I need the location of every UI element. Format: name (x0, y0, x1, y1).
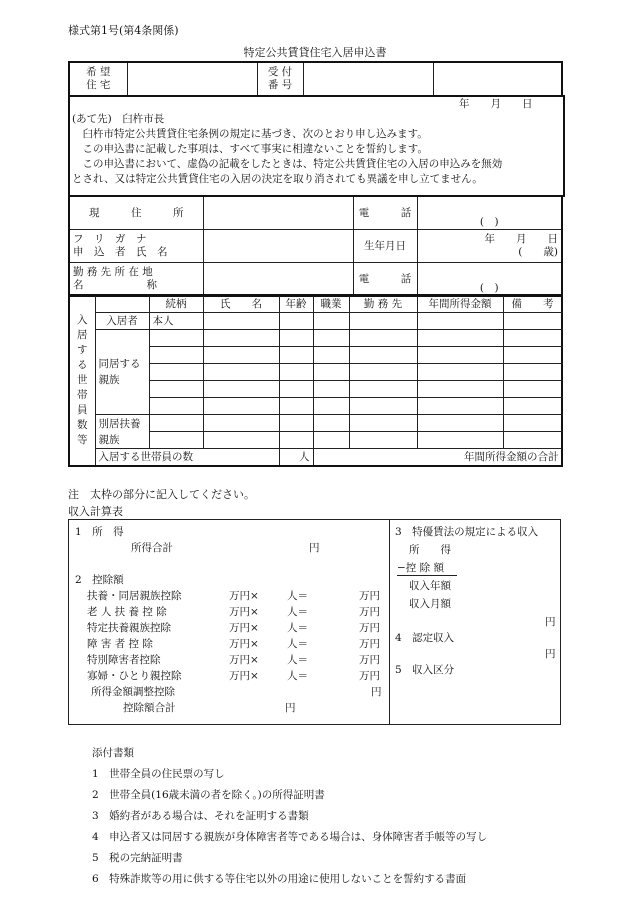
household-count-unit[interactable]: 人 (279, 449, 313, 467)
cell[interactable] (417, 330, 503, 347)
deduct-total: 控除額合計 (123, 702, 176, 714)
cell[interactable] (349, 313, 417, 330)
unit: 万円 (359, 654, 380, 666)
cell[interactable] (279, 381, 313, 398)
attachments-title: 添付書類 (92, 747, 134, 759)
income-total-label: 年間所得金額の合計 (313, 449, 562, 467)
note: 注 太枠の部分に記入してください。 (68, 488, 255, 501)
cell[interactable] (279, 398, 313, 415)
cell[interactable] (203, 330, 279, 347)
deduction-label: 扶養・同居親族控除 (87, 590, 182, 602)
cell[interactable] (349, 398, 417, 415)
deduction-label: 寡婦・ひとり親控除 (87, 670, 182, 682)
declaration-line: この申込書において、虚偽の記載をしたときは、特定公共賃貸住宅の入居の申込みを無効 (72, 158, 503, 170)
work-field[interactable] (203, 263, 353, 297)
name-field[interactable] (203, 230, 353, 263)
deduction-label: 特別障害者控除 (87, 654, 161, 666)
cell[interactable] (503, 347, 562, 364)
unit: 万円× (229, 590, 259, 602)
attachment-item: 6 特殊詐欺等の用に供する等住宅以外の用途に使用しないことを誓約する書面 (92, 873, 467, 885)
cohabit-label: 同居する親族 (95, 330, 149, 415)
resident-label: 入居者 (95, 313, 149, 330)
household-count-label: 入居する世帯員の数 (95, 449, 279, 467)
declaration-line: 臼杵市特定公共賃貸住宅条例の規定に基づき、次のとおり申し込みます。 (72, 128, 428, 140)
header-table (68, 61, 563, 97)
cell[interactable] (349, 330, 417, 347)
declaration-date[interactable]: 年 月 日 (459, 98, 533, 110)
cell[interactable] (417, 415, 503, 432)
cell[interactable] (149, 364, 203, 381)
unit: 万円 (359, 638, 380, 650)
cell[interactable] (417, 347, 503, 364)
cell[interactable] (417, 432, 503, 449)
unit: 万円× (229, 622, 259, 634)
work-phone-label: 電 話 (353, 263, 417, 297)
cell[interactable] (203, 313, 279, 330)
unit: 万円× (229, 654, 259, 666)
yen: 円 (309, 542, 320, 554)
col-header: 氏 名 (203, 295, 279, 313)
birth-field[interactable] (417, 230, 562, 263)
cell[interactable] (503, 364, 562, 381)
cell[interactable] (313, 313, 349, 330)
col-header: 職業 (313, 295, 349, 313)
unit: 人＝ (287, 638, 308, 650)
work-label (69, 263, 203, 297)
income-calc-table (68, 519, 561, 725)
cell[interactable] (503, 398, 562, 415)
cell[interactable] (279, 313, 313, 330)
s3-title: 3 特優賃法の規定による収入 (395, 526, 539, 538)
cell[interactable] (313, 398, 349, 415)
cell[interactable] (417, 398, 503, 415)
cell[interactable] (203, 364, 279, 381)
adjust-label: 所得金額調整控除 (91, 686, 175, 698)
unit: 万円× (229, 670, 259, 682)
work-phone-field[interactable] (417, 263, 562, 297)
cell[interactable] (313, 381, 349, 398)
household-table (68, 294, 563, 467)
name-label (69, 230, 203, 263)
work-phone-paren: ( ) (479, 282, 499, 295)
s3-income: 所 得 (409, 544, 451, 556)
unit: 万円 (359, 670, 380, 682)
cell[interactable] (417, 381, 503, 398)
household-side-label: 入 居 す る 世 帯 員 数 等 (69, 295, 95, 466)
yen: 円 (285, 702, 296, 714)
cell[interactable] (279, 364, 313, 381)
cell[interactable] (279, 330, 313, 347)
cell[interactable] (149, 398, 203, 415)
work-name-label: 名 称 (73, 279, 157, 291)
cell[interactable] (203, 398, 279, 415)
cell[interactable] (503, 313, 562, 330)
s3-deduct: −控 除 額 (397, 560, 457, 576)
cell[interactable] (149, 347, 203, 364)
s5-title: 5 収入区分 (395, 664, 455, 676)
cell[interactable] (203, 415, 279, 432)
resident-relation: 本人 (149, 313, 203, 330)
form-id: 様式第1号(第4条関係) (68, 24, 179, 37)
cell[interactable] (313, 347, 349, 364)
cell[interactable] (279, 415, 313, 432)
applicant-table (68, 195, 563, 297)
col-header: 年齢 (279, 295, 313, 313)
cell[interactable] (417, 313, 503, 330)
form-title: 特定公共賃貸住宅入居申込書 (243, 46, 387, 59)
yen: 円 (371, 686, 382, 698)
attachment-item: 2 世帯全員(16歳未満の者を除く。)の所得証明書 (92, 789, 325, 801)
s2-title: 2 控除額 (75, 574, 124, 586)
col-header: 備 考 (503, 295, 562, 313)
cell[interactable] (503, 381, 562, 398)
phone-field[interactable] (417, 196, 562, 230)
unit: 万円 (359, 606, 380, 618)
work-address-label: 勤 務 先 所 在 地 (73, 266, 153, 279)
cell[interactable] (503, 330, 562, 347)
desired-housing-label: 希 望 住 宅 (69, 62, 127, 96)
attachment-item: 4 申込者又は同居する親族が身体障害者等である場合は、身体障害者手帳等の写し (92, 831, 488, 843)
attachment-item: 1 世帯全員の住民票の写し (92, 768, 225, 780)
s4-title: 4 認定収入 (395, 632, 455, 644)
cell[interactable] (313, 415, 349, 432)
cell[interactable] (313, 364, 349, 381)
birth-date: 年 月 日 (484, 233, 558, 246)
cell[interactable] (417, 364, 503, 381)
cell[interactable] (349, 364, 417, 381)
cell[interactable] (503, 415, 562, 432)
birth-label: 生年月日 (353, 230, 417, 263)
cell[interactable] (349, 347, 417, 364)
yen: 円 (545, 616, 556, 628)
receipt-extra-field (433, 62, 562, 96)
cell[interactable] (503, 432, 562, 449)
cell[interactable] (149, 330, 203, 347)
receipt-number-field (303, 62, 433, 96)
declaration-line: この申込書に記載した事項は、すべて事実に相違ないことを誓約します。 (72, 143, 428, 155)
deduction-label: 特定扶養親族控除 (87, 622, 171, 634)
col-header: 年間所得金額 (417, 295, 503, 313)
declaration-block (68, 95, 565, 197)
unit: 人＝ (287, 622, 308, 634)
birth-age: ( 歳) (518, 246, 558, 258)
deduction-label: 障 害 者 控 除 (87, 638, 153, 650)
unit: 万円 (359, 622, 380, 634)
applicant-name-label: 申 込 者 氏 名 (73, 246, 168, 258)
attachment-item: 3 婚約者がある場合は、それを証明する書類 (92, 810, 309, 822)
separate-label: 別居扶養親族 (95, 415, 149, 449)
cell[interactable] (149, 432, 203, 449)
deduction-label: 老 人 扶 養 控 除 (87, 606, 167, 618)
cell[interactable] (149, 415, 203, 432)
col-header: 続柄 (149, 295, 203, 313)
unit: 人＝ (287, 606, 308, 618)
cell[interactable] (203, 381, 279, 398)
s1-total: 所得合計 (131, 542, 173, 554)
declaration-line: とされ、又は特定公共賃貸住宅の入居の決定を取り消されても異議を申し立てません。 (72, 173, 483, 185)
cell[interactable] (279, 347, 313, 364)
desired-housing-field[interactable] (127, 62, 257, 96)
unit: 人＝ (287, 670, 308, 682)
yen: 円 (545, 648, 556, 660)
s3-annual: 収入年額 (409, 580, 451, 592)
unit: 万円× (229, 606, 259, 618)
cell[interactable] (203, 432, 279, 449)
cell[interactable] (349, 415, 417, 432)
furigana-label: フ リ ガ ナ (73, 233, 147, 246)
cell[interactable] (313, 432, 349, 449)
unit: 万円 (359, 590, 380, 602)
cell[interactable] (349, 381, 417, 398)
attachment-item: 5 税の完納証明書 (92, 852, 183, 864)
col-header: 勤 務 先 (349, 295, 417, 313)
s1-title: 1 所 得 (75, 526, 124, 538)
phone-paren: ( ) (479, 216, 499, 229)
address-label: 現 住 所 (69, 196, 203, 230)
cell[interactable] (349, 432, 417, 449)
s3-monthly: 収入月額 (409, 598, 451, 610)
cell[interactable] (203, 347, 279, 364)
unit: 人＝ (287, 654, 308, 666)
unit: 人＝ (287, 590, 308, 602)
calc-title: 収入計算表 (68, 505, 123, 518)
unit: 万円× (229, 638, 259, 650)
corner-cell (95, 295, 149, 313)
cell[interactable] (279, 432, 313, 449)
cell[interactable] (149, 381, 203, 398)
receipt-number-label: 受 付 番 号 (257, 62, 303, 96)
addressee: (あて先) 臼杵市長 (72, 113, 165, 125)
address-field[interactable] (203, 196, 353, 230)
cell[interactable] (313, 330, 349, 347)
phone-label: 電 話 (353, 196, 417, 230)
